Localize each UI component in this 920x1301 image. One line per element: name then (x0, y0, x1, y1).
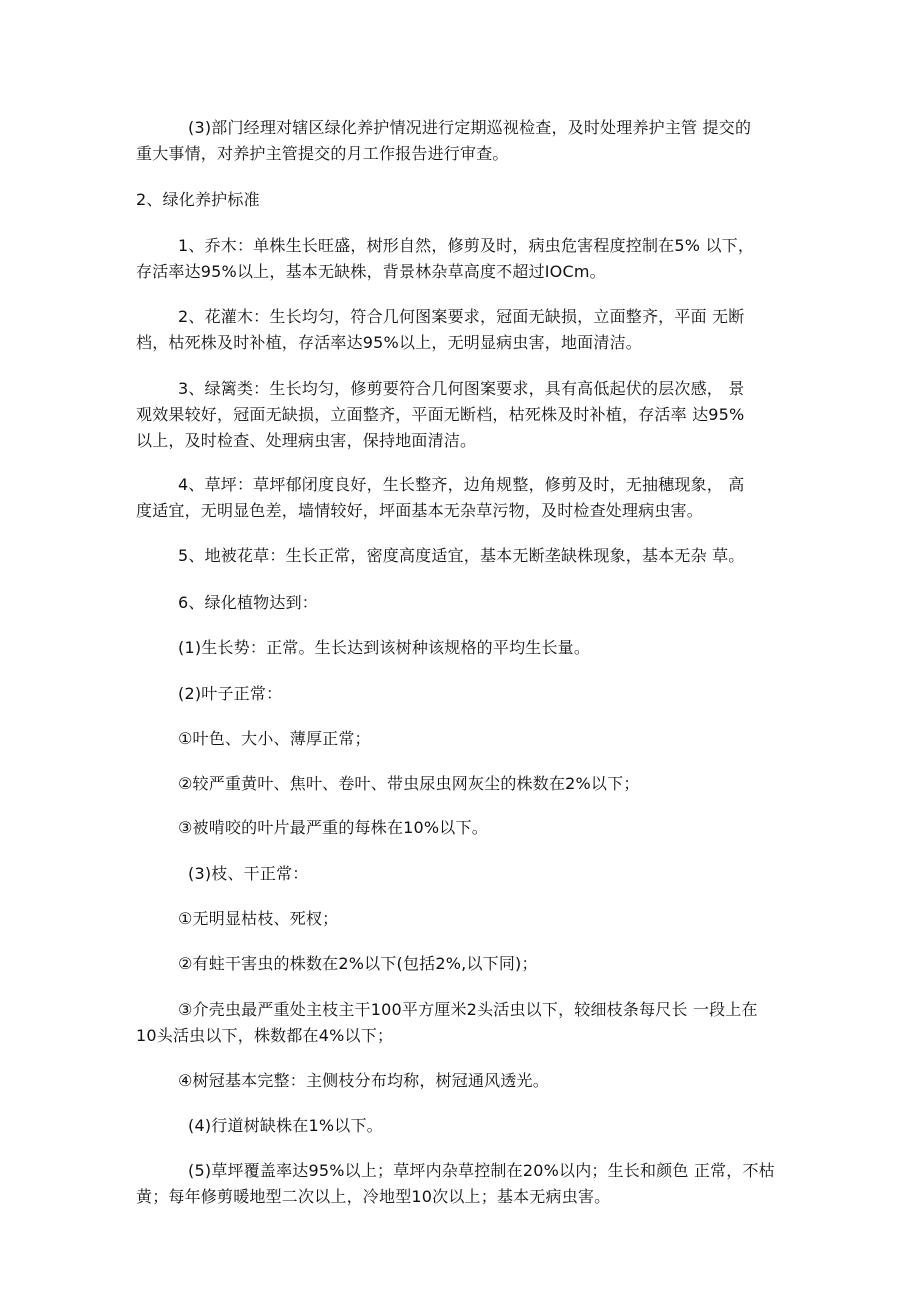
standard-4-line-1: 4、草坪：草坪郁闭度良好，生长整齐，边角规整，修剪及时，无抽穗现象， 高 (178, 475, 745, 494)
standard-2-line-1: 2、花灌木：生长均匀，符合几何图案要求，冠面无缺损，立面整齐，平面 无断 (178, 307, 745, 326)
item-3: (3)枝、干正常： (188, 864, 309, 883)
para-3-line-1: (3)部门经理对辖区绿化养护情况进行定期巡视检查，及时处理养护主管 提交的 (188, 118, 752, 137)
standard-1-line-1: 1、乔木：单株生长旺盛，树形自然，修剪及时，病虫危害程度控制在5% 以下， (178, 236, 755, 255)
standard-6: 6、绿化植物达到： (178, 593, 318, 612)
item-1: (1)生长势：正常。生长达到该树种该规格的平均生长量。 (178, 638, 591, 657)
standard-3-line-3: 以上，及时检查、处理病虫害，保持地面清洁。 (136, 431, 477, 450)
item-3-c-line-2: 10头活虫以下，株数都在4%以下； (136, 1026, 394, 1045)
standard-2-line-2: 档，枯死株及时补植，存活率达95%以上，无明显病虫害，地面清洁。 (136, 333, 642, 352)
standard-4-line-2: 度适宜，无明显色差，墙情较好，坪面基本无杂草污物，及时检查处理病虫害。 (136, 501, 704, 520)
standard-3-line-2: 观效果较好，冠面无缺损，立面整齐，平面无断档，枯死株及时补植，存活率 达95% (136, 405, 745, 424)
item-3-b: ②有蛀干害虫的株数在2%以下(包括2%,以下同)； (178, 954, 538, 973)
item-3-a: ①无明显枯枝、死杈； (178, 909, 339, 928)
item-5-line-2: 黄；每年修剪暖地型二次以上，冷地型10次以上；基本无病虫害。 (136, 1187, 611, 1206)
item-2-a: ①叶色、大小、薄厚正常； (178, 729, 371, 748)
item-3-d: ④树冠基本完整：主侧枝分布均称，树冠通风透光。 (178, 1071, 549, 1090)
item-3-c-line-1: ③介壳虫最严重处主枝主干100平方厘米2头活虫以下，较细枝条每尺长 一段上在 (178, 1000, 758, 1019)
item-2-b: ②较严重黄叶、焦叶、卷叶、带虫尿虫网灰尘的株数在2%以下； (178, 774, 640, 793)
para-3-line-2: 重大事情，对养护主管提交的月工作报告进行审查。 (136, 144, 509, 163)
standard-3-line-1: 3、绿篱类：生长均匀，修剪要符合几何图案要求，具有高低起伏的层次感， 景 (178, 379, 745, 398)
standard-5: 5、地被花草：生长正常，密度高度适宜，基本无断垄缺株现象，基本无杂 草。 (178, 546, 745, 565)
item-5-line-1: (5)草坪覆盖率达95%以上；草坪内杂草控制在20%以内；生长和颜色 正常，不枯 (188, 1161, 775, 1180)
standard-1-line-2: 存活率达95%以上，基本无缺株，背景林杂草高度不超过IOCm。 (136, 262, 606, 281)
item-2: (2)叶子正常： (178, 684, 283, 703)
section-2-heading: 2、绿化养护标准 (136, 190, 260, 209)
item-2-c: ③被啃咬的叶片最严重的每株在10%以下。 (178, 818, 488, 837)
item-4: (4)行道树缺株在1%以下。 (188, 1116, 383, 1135)
